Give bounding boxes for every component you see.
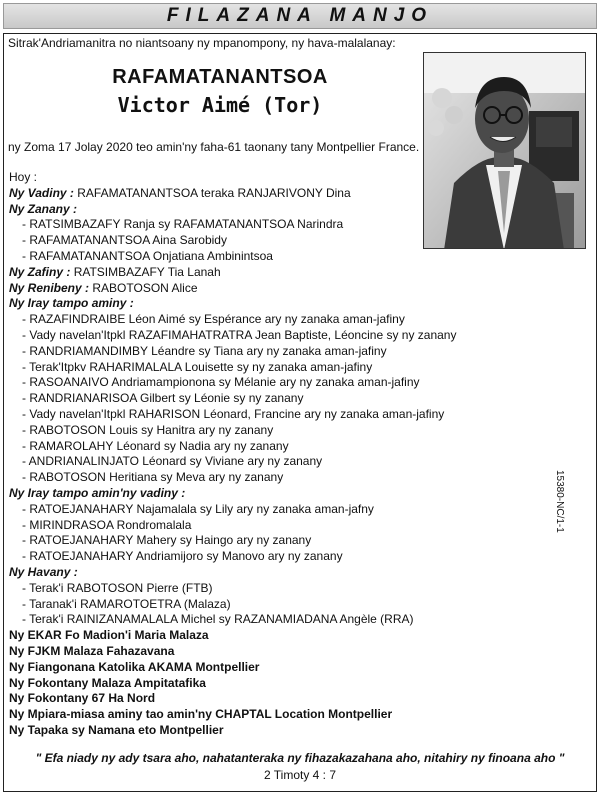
organization-item: Ny Tapaka sy Namana eto Montpellier	[9, 722, 224, 737]
organization-item: Ny Fokontany Malaza Ampitatafika	[9, 675, 206, 690]
zafiny-value: RATSIMBAZAFY Tia Lanah	[73, 264, 221, 279]
intro-text: Sitrak'Andriamanitra no niantsoany ny mpanompony, ny hava-malalanay:	[8, 36, 396, 50]
family-list	[9, 170, 569, 739]
list-item: - RAFAMATANANTSOA Aina Sarobidy	[22, 233, 227, 248]
iray-tampo-label: Ny Iray tampo aminy :	[9, 296, 134, 311]
newspaper-section-header	[3, 3, 597, 29]
vadiny-row	[9, 186, 569, 202]
list-item: - Terak'i RAINIZANAMALALA Michel sy RAZANAMIADANA Angèle (RRA)	[22, 612, 414, 627]
organization-item: Ny Fokontany 67 Ha Nord	[9, 691, 156, 706]
death-notice: ny Zoma 17 Jolay 2020 teo amin'ny faha-61 taonany tany Montpellier France.	[8, 140, 420, 154]
list-item: - RABOTOSON Heritiana sy Meva ary ny zanany	[22, 470, 284, 485]
list-item: - RABOTOSON Louis sy Hanitra ary ny zanany	[22, 422, 274, 437]
bible-quote: " Efa niady ny ady tsara aho, nahatanteraka ny fihazakazahana aho, nitahiry ny finoana aho "	[35, 751, 565, 765]
list-item: - Terak'Itpkv RAHARIMALALA Louisette sy ny zanaka aman-jafiny	[22, 359, 373, 374]
renibeny-label: Ny Renibeny :	[9, 280, 90, 295]
vadiny-label: Ny Vadiny :	[9, 185, 74, 200]
zafiny-row	[9, 265, 569, 281]
reference-number: 15380-NC/1-1	[554, 470, 565, 533]
organization-item: Ny Fiangonana Katolika AKAMA Montpellier	[9, 659, 260, 674]
iray-tampo-vadiny-label: Ny Iray tampo amin'ny vadiny :	[9, 485, 186, 500]
list-item: - Vady navelan'Itpkl RAZAFIMAHATRATRA Jean Baptiste, Léoncine sy ny zanany	[22, 327, 457, 342]
list-item: - RATOEJANAHARY Mahery sy Haingo ary ny zanany	[22, 533, 312, 548]
list-item: - RANDRIAMANDIMBY Léandre sy Tiana ary ny zanaka aman-jafiny	[22, 343, 387, 358]
zanany-label: Ny Zanany :	[9, 201, 78, 216]
deceased-given-name: Victor Aimé (Tor)	[117, 93, 323, 117]
organization-item: Ny FJKM Malaza Fahazavana	[9, 643, 175, 658]
list-item: - Taranak'i RAMAROTOETRA (Malaza)	[22, 596, 231, 611]
zafiny-label: Ny Zafiny :	[9, 264, 71, 279]
list-item: - RATSIMBAZAFY Ranja sy RAFAMATANANTSOA Narindra	[22, 217, 344, 232]
list-item: - RAZAFINDRAIBE Léon Aimé sy Espérance ary ny zanaka aman-jafiny	[22, 312, 405, 327]
list-item: - MIRINDRASOA Rondromalala	[22, 517, 192, 532]
havany-label: Ny Havany :	[9, 564, 78, 579]
list-item: - RASOANAIVO Andriamampionona sy Mélanie ary ny zanaka aman-jafiny	[22, 375, 420, 390]
vadiny-value: RAFAMATANANTSOA teraka RANJARIVONY Dina	[77, 185, 351, 200]
greeting: Hoy :	[9, 170, 38, 184]
renibeny-value: RABOTOSON Alice	[92, 280, 198, 295]
list-item: - Vady navelan'Itpkl RAHARISON Léonard, Francine ary ny zanaka aman-jafiny	[22, 406, 445, 421]
list-item: - RANDRIANARISOA Gilbert sy Léonie sy ny zanany	[22, 391, 304, 406]
organization-item: Ny EKAR Fo Madion'i Maria Malaza	[9, 628, 209, 643]
section-title: FILAZANA MANJO	[166, 5, 434, 26]
organization-item: Ny Mpiara-miasa aminy tao amin'ny CHAPTAL Location Montpellier	[9, 707, 393, 722]
list-item: - ANDRIANALINJATO Léonard sy Viviane ary ny zanany	[22, 454, 323, 469]
list-item: - RATOEJANAHARY Najamalala sy Lily ary ny zanaka aman-jafny	[22, 501, 374, 516]
bible-verse-reference: 2 Timoty 4 : 7	[263, 768, 337, 782]
list-item: - RAMAROLAHY Léonard sy Nadia ary ny zanany	[22, 438, 289, 453]
renibeny-row	[9, 281, 569, 297]
deceased-surname: RAFAMATANANTSOA	[112, 66, 328, 88]
list-item: - Terak'i RABOTOSON Pierre (FTB)	[22, 580, 213, 595]
list-item: - RAFAMATANANTSOA Onjatiana Ambinintsoa	[22, 248, 273, 263]
list-item: - RATOEJANAHARY Andriamijoro sy Manovo ary ny zanany	[22, 549, 343, 564]
